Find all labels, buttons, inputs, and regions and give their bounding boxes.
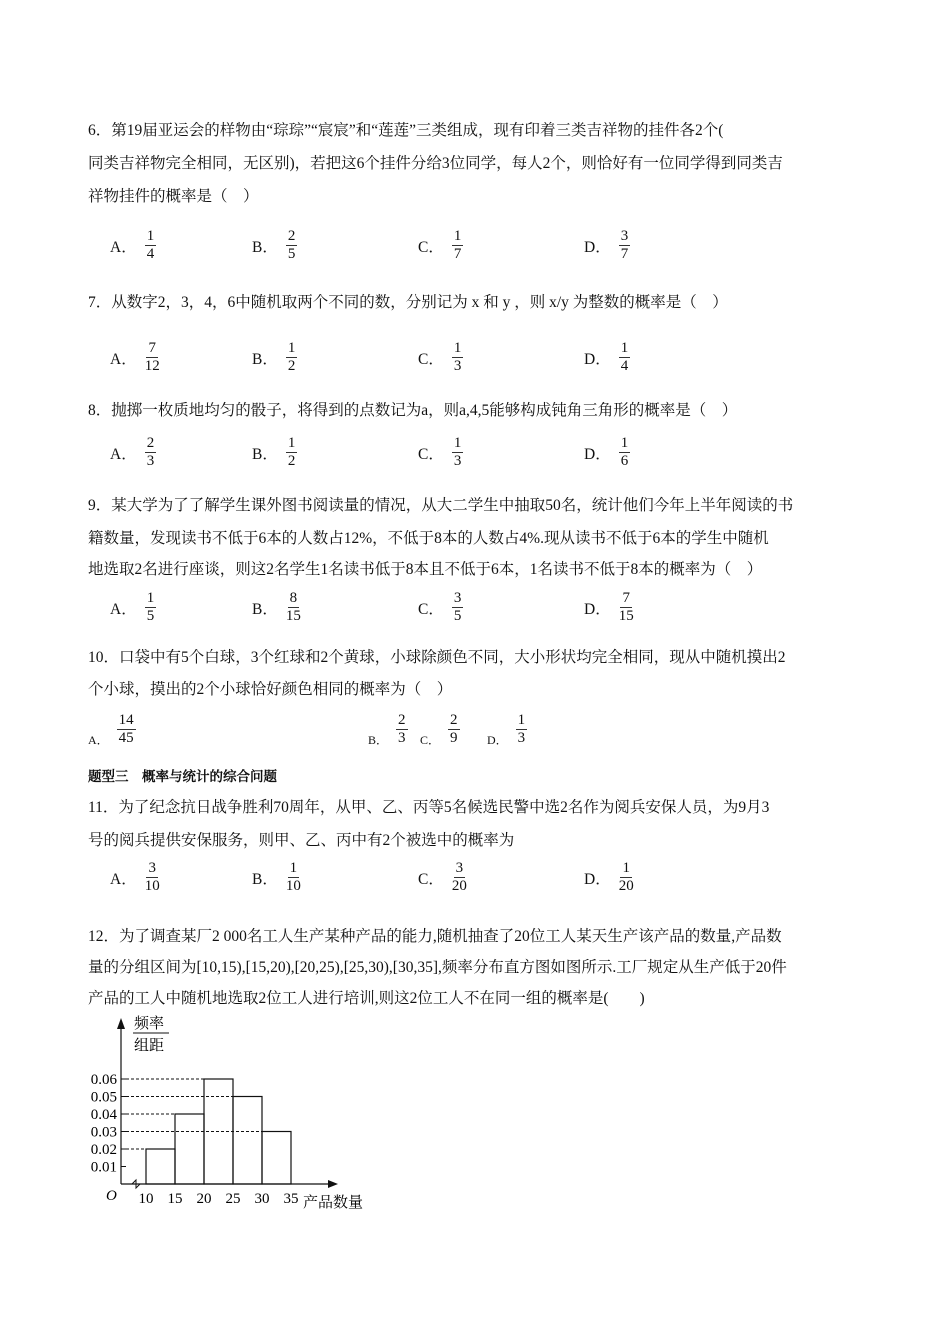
fraction [619, 860, 634, 896]
q11-option-a [110, 860, 160, 896]
fraction [396, 712, 408, 748]
fraction-denominator: 45 [118, 730, 134, 747]
fraction-numerator: 3 [452, 590, 464, 608]
q6-text-line: 祥物挂件的概率是（ ） [88, 188, 259, 205]
histogram-bar [175, 1114, 204, 1184]
fraction-numerator: 1 [286, 340, 298, 358]
x-tick-label: 35 [283, 1191, 299, 1207]
y-tick-label: 0.03 [90, 1124, 117, 1141]
fraction [452, 228, 464, 264]
histogram-chart [80, 1008, 400, 1223]
option-label: C． [418, 870, 444, 888]
fraction [452, 340, 464, 376]
fraction-denominator: 3 [453, 453, 462, 470]
fraction [286, 228, 298, 264]
fraction-numerator: 1 [452, 435, 464, 453]
fraction-numerator: 7 [620, 590, 632, 608]
y-tick-label: 0.02 [90, 1142, 117, 1158]
fraction-denominator: 7 [453, 246, 462, 263]
fraction-numerator: 3 [454, 860, 466, 878]
y-tick-label: 0.01 [90, 1159, 117, 1176]
option-label: B． [252, 350, 278, 368]
option-label: C． [418, 350, 444, 368]
fraction [619, 340, 631, 376]
fraction [145, 860, 160, 896]
option-label: B． [368, 732, 389, 747]
fraction-numerator: 1 [145, 228, 157, 246]
x-tick-label: 15 [167, 1191, 183, 1207]
fraction-denominator: 15 [285, 608, 301, 625]
q7-option-d [584, 340, 630, 376]
q11-option-c [418, 860, 467, 896]
y-tick-label: 0.06 [90, 1072, 117, 1088]
q8-option-c [418, 435, 463, 471]
option-label: B． [252, 600, 278, 618]
fraction [516, 712, 528, 748]
q6-option-a [110, 228, 156, 264]
fraction-numerator: 1 [145, 590, 157, 608]
q6-option-d [584, 228, 630, 264]
fraction [448, 712, 460, 748]
fraction-denominator: 20 [618, 878, 634, 895]
option-label: B． [252, 445, 278, 463]
q11-option-b [252, 860, 301, 896]
fraction-denominator: 5 [287, 246, 296, 263]
fraction [286, 435, 298, 471]
fraction-denominator: 9 [450, 730, 458, 747]
q12-text-line: 量的分组区间为[10,15),[15,20),[20,25),[25,30),[30,35],频率分布直方图如图所示.工厂规定从生产低于20件 [88, 959, 787, 976]
fraction-numerator: 1 [452, 228, 464, 246]
fraction-denominator: 20 [451, 878, 467, 895]
q10-option-b [368, 712, 408, 748]
origin-label: O [106, 1188, 117, 1204]
q8-option-a [110, 435, 156, 471]
fraction [145, 340, 160, 376]
option-label: C． [418, 600, 444, 618]
fraction-numerator: 1 [452, 340, 464, 358]
fraction-denominator: 15 [618, 608, 634, 625]
fraction-numerator: 2 [286, 228, 298, 246]
q12-text-line: 12．为了调查某厂2 000名工人生产某种产品的能力,随机抽查了20位工人某天生产该产品的数量,产品数 [88, 928, 782, 945]
option-label: D． [584, 445, 611, 463]
q7-option-b [252, 340, 297, 376]
option-label: A． [110, 238, 137, 256]
option-label: C． [420, 732, 441, 747]
y-tick-label: 0.04 [90, 1107, 117, 1123]
q11-text-line: 11．为了纪念抗日战争胜利70周年，从甲、乙、丙等5名候选民警中选2名作为阅兵安保人员，为9月3 [88, 799, 770, 816]
x-axis-label: 产品数量 [303, 1195, 364, 1211]
fraction [145, 228, 157, 264]
fraction [452, 435, 464, 471]
fraction-numerator: 2 [448, 712, 460, 730]
option-label: D． [487, 732, 508, 747]
fraction-numerator: 1 [620, 860, 632, 878]
fraction [619, 228, 631, 264]
option-label: D． [584, 350, 611, 368]
fraction [286, 340, 298, 376]
section-heading: 题型三 概率与统计的综合问题 [88, 769, 277, 785]
q11-option-d [584, 860, 634, 896]
q9-option-b [252, 590, 301, 626]
fraction-denominator: 3 [453, 358, 462, 375]
q7-option-c [418, 340, 463, 376]
fraction-numerator: 7 [146, 340, 158, 358]
q6-option-b [252, 228, 297, 264]
fraction [619, 590, 634, 626]
q11-text-line: 号的阅兵提供安保服务，则甲、乙、丙中有2个被选中的概率为 [88, 832, 515, 849]
option-label: C． [418, 238, 444, 256]
option-label: C． [418, 445, 444, 463]
fraction-denominator: 10 [144, 878, 160, 895]
fraction-denominator: 6 [620, 453, 629, 470]
q10-option-a [88, 712, 136, 748]
fraction-denominator: 2 [287, 358, 296, 375]
option-label: A． [88, 732, 109, 747]
fraction-denominator: 4 [620, 358, 629, 375]
fraction-numerator: 1 [619, 340, 631, 358]
fraction-numerator: 1 [516, 712, 528, 730]
q10-option-c [420, 712, 460, 748]
option-label: A． [110, 600, 137, 618]
q9-text-line: 地选取2名进行座谈，则这2名学生1名读书低于8本且不低于6本，1名读书不低于8本的概率为（ ） [88, 561, 763, 578]
fraction [452, 590, 464, 626]
q12-text-line: 产品的工人中随机地选取2位工人进行培训,则这2位工人不在同一组的概率是( ) [88, 990, 645, 1007]
fraction [619, 435, 631, 471]
fraction-numerator: 3 [619, 228, 631, 246]
q6-text-line: 6．第19届亚运会的样物由“琮琮”“宸宸”和“莲莲”三类组成，现有印着三类吉祥物的挂件各2个( [88, 122, 724, 139]
option-label: B． [252, 870, 278, 888]
fraction [452, 860, 467, 896]
fraction-numerator: 3 [146, 860, 158, 878]
x-tick-label: 25 [225, 1191, 241, 1207]
fraction-denominator: 5 [146, 608, 155, 625]
fraction-numerator: 1 [286, 435, 298, 453]
fraction-numerator: 8 [288, 590, 300, 608]
option-label: A． [110, 445, 137, 463]
y-axis-arrow-icon [117, 1018, 125, 1029]
fraction-denominator: 3 [517, 730, 526, 747]
x-tick-label: 20 [196, 1191, 212, 1207]
fraction-denominator: 10 [285, 878, 301, 895]
histogram-bar [233, 1097, 262, 1185]
fraction-numerator: 14 [117, 712, 136, 730]
option-label: D． [584, 870, 611, 888]
fraction [145, 590, 157, 626]
q9-option-d [584, 590, 634, 626]
q9-text-line: 籍数量，发现读书不低于6本的人数占12%，不低于8本的人数占4%.现从读书不低于6本的学生中随机 [88, 530, 769, 547]
option-label: D． [584, 238, 611, 256]
y-tick-label: 0.05 [90, 1089, 117, 1106]
y-axis-label-denominator: 组距 [134, 1038, 165, 1054]
option-label: A． [110, 350, 137, 368]
q7-option-a [110, 340, 160, 376]
histogram-bar [262, 1132, 291, 1185]
q9-text-line: 9．某大学为了了解学生课外图书阅读量的情况，从大二学生中抽取50名，统计他们今年上半年阅读的书 [88, 497, 794, 514]
fraction [286, 860, 301, 896]
q10-text-line: 个小球，摸出的2个小球恰好颜色相同的概率为（ ） [88, 681, 453, 698]
x-axis-arrow-icon [328, 1180, 338, 1188]
fraction-denominator: 3 [146, 453, 155, 470]
option-label: A． [110, 870, 137, 888]
q6-text-line: 同类吉祥物完全相同，无区别)，若把这6个挂件分给3位同学，每人2个，则恰好有一位同学得到同类吉 [88, 155, 783, 172]
x-tick-label: 30 [254, 1191, 270, 1207]
histogram-bar [146, 1149, 175, 1184]
x-tick-label: 10 [138, 1191, 154, 1207]
fraction-denominator: 12 [144, 358, 160, 375]
q10-text-line: 10．口袋中有5个白球，3个红球和2个黄球，小球除颜色不同，大小形状均完全相同，现从中随机摸出2 [88, 649, 786, 666]
q8-option-b [252, 435, 297, 471]
fraction-denominator: 2 [287, 453, 296, 470]
option-label: B． [252, 238, 278, 256]
fraction-denominator: 4 [146, 246, 155, 263]
q8-option-d [584, 435, 630, 471]
q6-option-c [418, 228, 463, 264]
fraction-denominator: 3 [398, 730, 406, 747]
fraction-numerator: 1 [619, 435, 631, 453]
option-label: D． [584, 600, 611, 618]
fraction-numerator: 2 [396, 712, 408, 730]
q7-text-line: 7．从数字2，3，4，6中随机取两个不同的数，分别记为 x 和 y ，则 x/y 为整数的概率是（ ） [88, 294, 728, 311]
q9-option-a [110, 590, 156, 626]
q10-option-d [487, 712, 527, 748]
fraction-denominator: 5 [453, 608, 462, 625]
q8-text-line: 8．抛掷一枚质地均匀的骰子，将得到的点数记为a，则a,4,5能够构成钝角三角形的概率是（ ） [88, 402, 738, 419]
fraction [145, 435, 157, 471]
fraction-denominator: 7 [620, 246, 629, 263]
fraction [286, 590, 301, 626]
fraction-numerator: 2 [145, 435, 157, 453]
fraction [117, 712, 136, 748]
q9-option-c [418, 590, 463, 626]
fraction-numerator: 1 [288, 860, 300, 878]
y-axis-label-numerator: 频率 [134, 1016, 165, 1032]
